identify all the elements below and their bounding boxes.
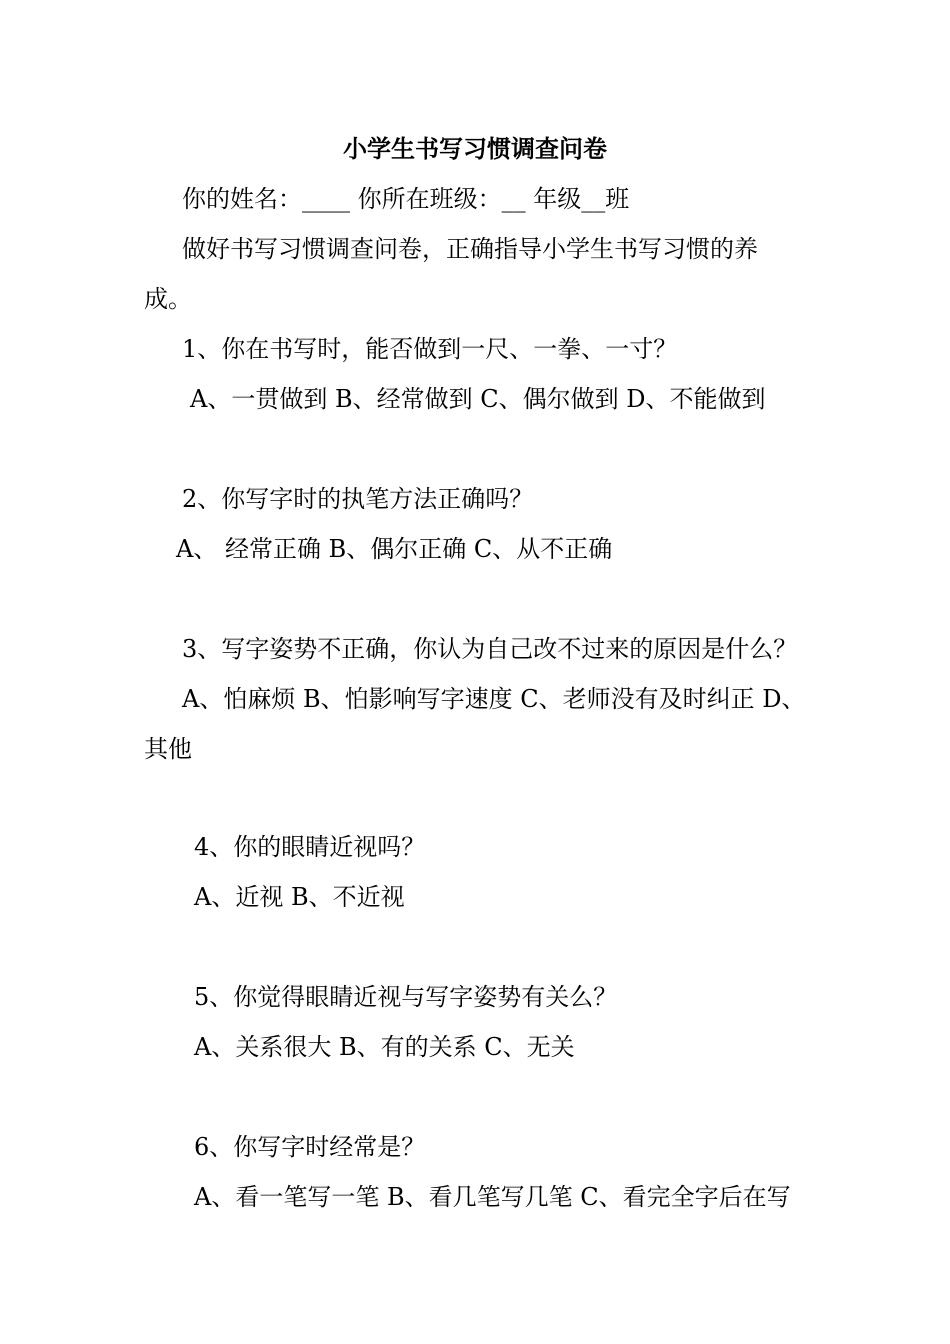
question-3-options-continued: 其他 bbox=[144, 735, 192, 763]
intro-line-1: 做好书写习惯调查问卷，正确指导小学生书写习惯的养 bbox=[182, 235, 758, 263]
question-5-options: A、关系很大 B、有的关系 C、无关 bbox=[194, 1033, 575, 1061]
name-class-line: 你的姓名：____ 你所在班级：__ 年级__班 bbox=[182, 185, 630, 213]
question-2: 2、你写字时的执笔方法正确吗？ bbox=[182, 485, 534, 513]
question-4: 4、你的眼睛近视吗？ bbox=[194, 833, 426, 861]
question-4-options: A、近视 B、不近视 bbox=[194, 883, 405, 911]
question-2-options: A、 经常正确 B、偶尔正确 C、从不正确 bbox=[176, 535, 613, 563]
intro-line-2: 成。 bbox=[144, 285, 192, 313]
question-6: 6、你写字时经常是？ bbox=[194, 1133, 426, 1161]
question-1: 1、你在书写时，能否做到一尺、一拳、一寸？ bbox=[182, 335, 678, 363]
document-title: 小学生书写习惯调查问卷 bbox=[343, 134, 607, 163]
question-5: 5、你觉得眼睛近视与写字姿势有关么？ bbox=[194, 983, 618, 1011]
question-3: 3、写字姿势不正确，你认为自己改不过来的原因是什么？ bbox=[182, 635, 798, 663]
question-6-options: A、看一笔写一笔 B、看几笔写几笔 C、看完全字后在写 bbox=[194, 1183, 791, 1211]
question-3-options: A、怕麻烦 B、怕影响写字速度 C、老师没有及时纠正 D、 bbox=[182, 685, 806, 713]
question-1-options: A、一贯做到 B、经常做到 C、偶尔做到 D、不能做到 bbox=[190, 385, 766, 413]
